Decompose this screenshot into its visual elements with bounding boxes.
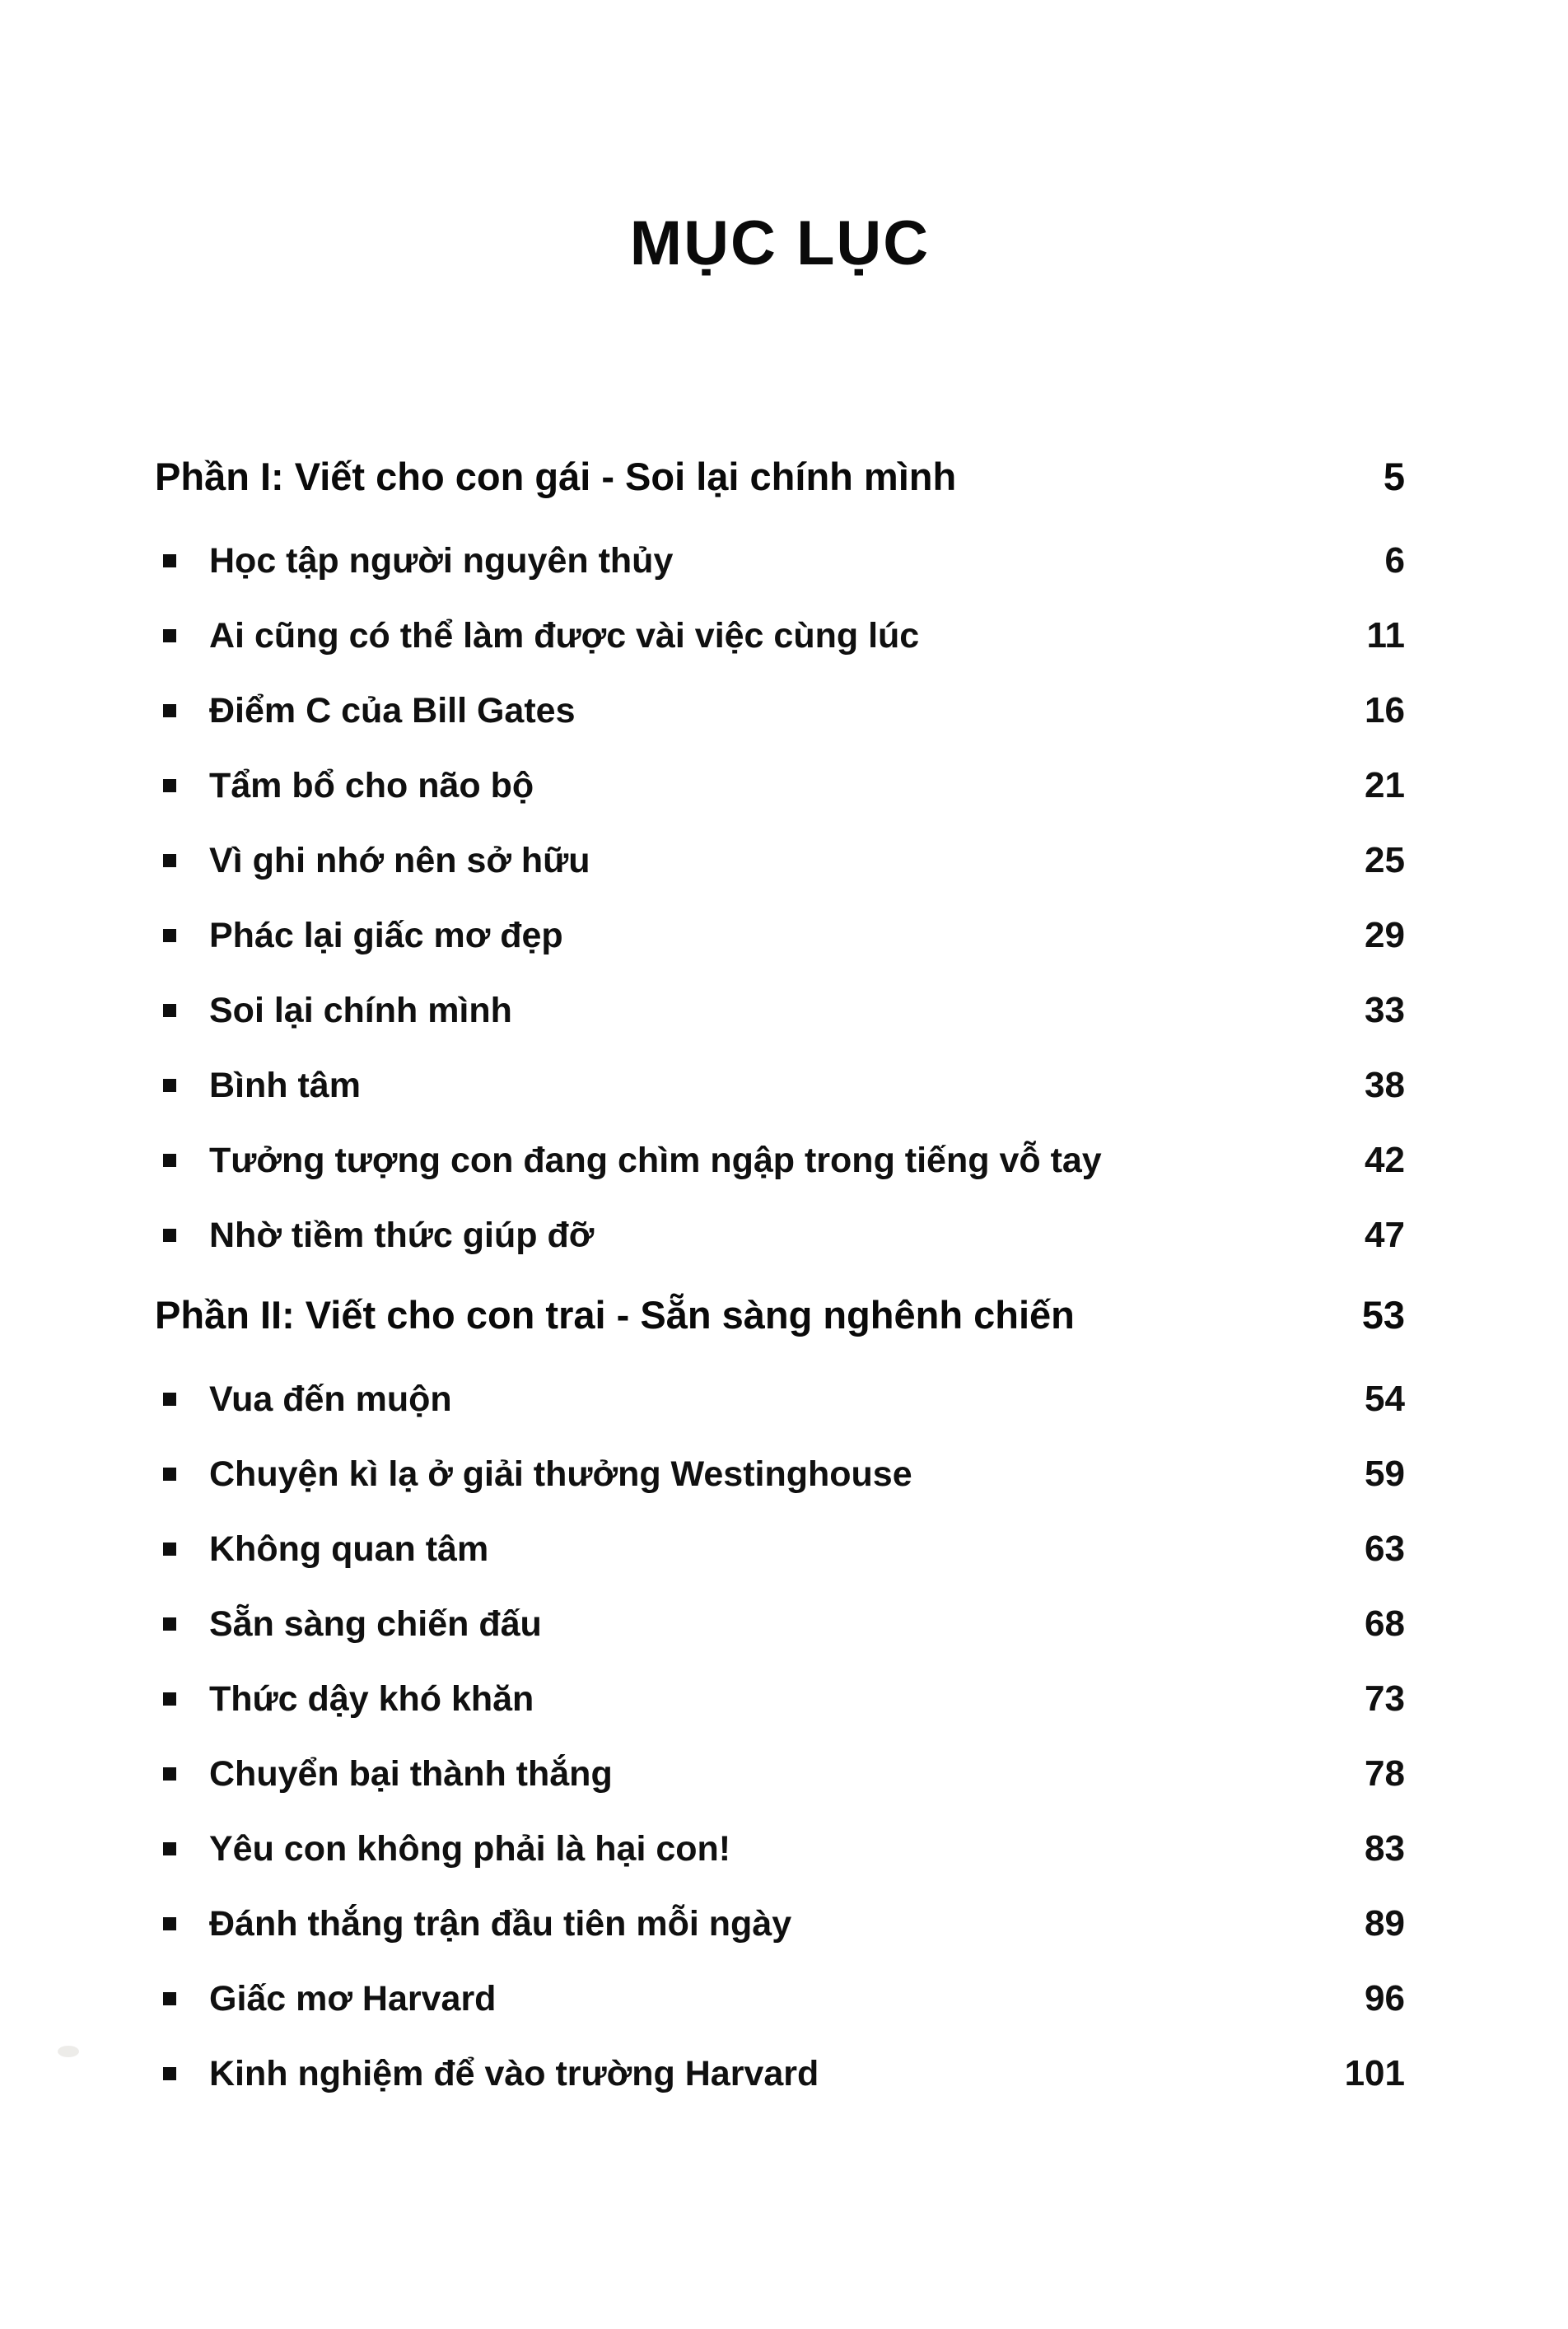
square-bullet-icon xyxy=(163,929,176,942)
square-bullet-icon xyxy=(163,629,176,642)
toc-item-page-number: 33 xyxy=(1365,990,1405,1030)
square-bullet-icon xyxy=(163,1917,176,1930)
toc-item xyxy=(155,1140,1405,1181)
toc-item xyxy=(155,1215,1405,1256)
toc-item xyxy=(155,915,1405,956)
square-bullet-icon xyxy=(163,1617,176,1631)
toc-item-label: Nhờ tiềm thức giúp đỡ xyxy=(209,1215,595,1255)
page-title: MỤC LỤC xyxy=(629,208,931,278)
square-bullet-icon xyxy=(163,1992,176,2005)
toc-item-label: Chuyện kì lạ ở giải thưởng Westinghouse xyxy=(209,1454,912,1494)
toc-item-page-number: 38 xyxy=(1365,1065,1405,1105)
toc-item-page-number: 6 xyxy=(1384,540,1405,581)
toc-item xyxy=(155,1678,1405,1720)
toc-item-page-number: 47 xyxy=(1365,1215,1405,1255)
toc-item-label: Vua đến muộn xyxy=(209,1379,452,1419)
scan-artifact xyxy=(58,2046,79,2057)
toc-item-page-number: 83 xyxy=(1365,1828,1405,1869)
toc-item xyxy=(155,1454,1405,1495)
toc-item xyxy=(155,1753,1405,1795)
square-bullet-icon xyxy=(163,1079,176,1092)
square-bullet-icon xyxy=(163,854,176,867)
square-bullet-icon xyxy=(163,1229,176,1242)
toc-section xyxy=(155,1292,1405,2094)
toc-item-page-number: 89 xyxy=(1365,1903,1405,1944)
toc-item-label: Học tập người nguyên thủy xyxy=(209,540,674,581)
toc-item-label: Kinh nghiệm để vào trường Harvard xyxy=(209,2053,819,2093)
toc-section-heading: Phần I: Viết cho con gái - Soi lại chính mình xyxy=(155,455,957,498)
toc-item xyxy=(155,1603,1405,1645)
square-bullet-icon xyxy=(163,2067,176,2080)
square-bullet-icon xyxy=(163,1004,176,1017)
toc-item xyxy=(155,990,1405,1031)
toc-item-label: Yêu con không phải là hại con! xyxy=(209,1828,731,1869)
toc-item-label: Không quan tâm xyxy=(209,1529,489,1569)
toc-section-page-number: 5 xyxy=(1383,455,1405,498)
toc xyxy=(155,454,1405,2094)
toc-item xyxy=(155,840,1405,881)
toc-item-page-number: 11 xyxy=(1366,615,1405,656)
toc-section-heading: Phần II: Viết cho con trai - Sẵn sàng nghênh chiến xyxy=(155,1293,1075,1337)
toc-item xyxy=(155,1529,1405,1570)
toc-item-page-number: 68 xyxy=(1365,1603,1405,1644)
toc-item-label: Đánh thắng trận đầu tiên mỗi ngày xyxy=(209,1903,792,1944)
square-bullet-icon xyxy=(163,1842,176,1855)
toc-item-page-number: 59 xyxy=(1365,1454,1405,1494)
square-bullet-icon xyxy=(163,779,176,792)
square-bullet-icon xyxy=(163,1468,176,1481)
square-bullet-icon xyxy=(163,554,176,567)
toc-item-label: Điểm C của Bill Gates xyxy=(209,690,576,730)
toc-item xyxy=(155,1978,1405,2019)
toc-item xyxy=(155,765,1405,806)
square-bullet-icon xyxy=(163,704,176,717)
toc-item xyxy=(155,1065,1405,1106)
square-bullet-icon xyxy=(163,1154,176,1167)
toc-item xyxy=(155,540,1405,581)
toc-item xyxy=(155,615,1405,656)
toc-item-page-number: 73 xyxy=(1365,1678,1405,1719)
toc-item-page-number: 29 xyxy=(1365,915,1405,955)
toc-item-label: Bình tâm xyxy=(209,1065,361,1105)
toc-section-heading-row xyxy=(155,454,1405,499)
toc-item-page-number: 78 xyxy=(1365,1753,1405,1794)
toc-item-page-number: 54 xyxy=(1365,1379,1405,1419)
toc-item xyxy=(155,1828,1405,1869)
toc-item-page-number: 16 xyxy=(1365,690,1405,730)
toc-section-heading-row xyxy=(155,1292,1405,1337)
toc-item-label: Soi lại chính mình xyxy=(209,990,512,1030)
toc-item-page-number: 63 xyxy=(1365,1529,1405,1569)
toc-item-page-number: 25 xyxy=(1365,840,1405,880)
toc-item-page-number: 96 xyxy=(1365,1978,1405,2019)
toc-item xyxy=(155,1903,1405,1944)
toc-item xyxy=(155,690,1405,731)
toc-item-label: Giấc mơ Harvard xyxy=(209,1978,497,2019)
square-bullet-icon xyxy=(163,1543,176,1556)
square-bullet-icon xyxy=(163,1767,176,1781)
toc-item-label: Chuyển bại thành thắng xyxy=(209,1753,613,1794)
toc-item-page-number: 21 xyxy=(1365,765,1405,805)
toc-item-page-number: 101 xyxy=(1344,2053,1405,2093)
toc-item-label: Vì ghi nhớ nên sở hữu xyxy=(209,840,590,880)
toc-section-page-number: 53 xyxy=(1361,1293,1405,1337)
toc-item-label: Ai cũng có thể làm được vài việc cùng lúc xyxy=(209,615,920,656)
toc-item xyxy=(155,2053,1405,2094)
toc-item-label: Sẵn sàng chiến đấu xyxy=(209,1603,542,1644)
toc-item-label: Tẩm bổ cho não bộ xyxy=(209,765,534,805)
square-bullet-icon xyxy=(163,1393,176,1406)
toc-section xyxy=(155,454,1405,1256)
toc-item-label: Thức dậy khó khăn xyxy=(209,1678,534,1719)
toc-item-label: Phác lại giấc mơ đẹp xyxy=(209,915,563,955)
square-bullet-icon xyxy=(163,1692,176,1706)
toc-item-label: Tưởng tượng con đang chìm ngập trong tiếng vỗ tay xyxy=(209,1140,1102,1180)
toc-item xyxy=(155,1379,1405,1420)
toc-item-page-number: 42 xyxy=(1365,1140,1405,1180)
